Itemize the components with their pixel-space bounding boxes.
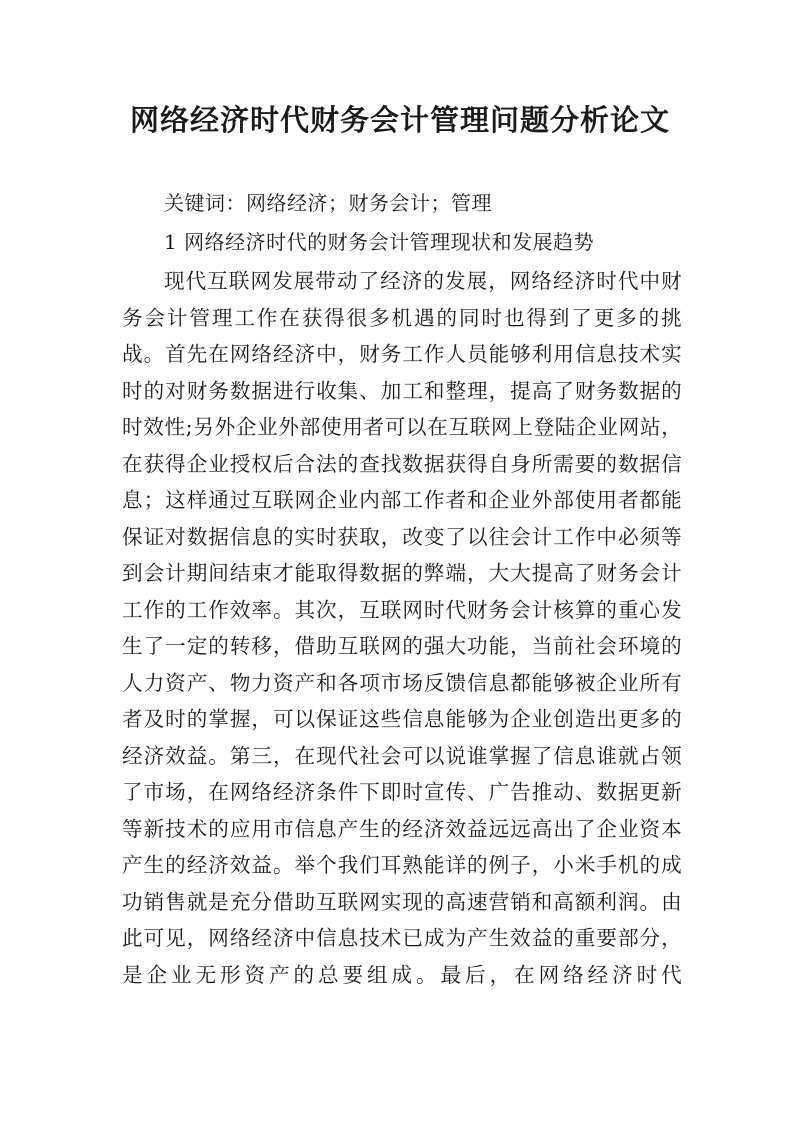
keywords-line: 关键词：网络经济；财务会计；管理 <box>164 191 492 215</box>
body-paragraph: 现代互联网发展带动了经济的发展，网络经济时代中财务会计管理工作在获得很多机遇的同时也得到了更多的挑战。首先在网络经济中，财务工作人员能够利用信息技术实时的对财务数据进行收集、加工和整理，提高了财务数据的时效性;另外企业外部使用者可以在互联网上登陆企业网站，在获得企业授权后合法的查找数据获得自身所需要的数据信息；这样通过互联网企业内部工作者和企业外部使用者都能保证对数据信息的实时获取，改变了以往会计工作中必须等到会计期间结束才能取得数据的弊端，大大提高了财务会计工作的工作效率。其次，互联网时代财务会计核算的重心发生了一定的转移，借助互联网的强大功能，当前社会环境的人力资产、物力资产和各项市场反馈信息都能够被企业所有者及时的掌握，可以保证这些信息能够为企业创造出更多的经济效益。第三，在现代社会可以说谁掌握了信息谁就占领了市场，在网络经济条件下即时宣传、广告推动、数据更新等新技术的应用市信息产生的经济效益远远高出了企业资本产生的经济效益。举个我们耳熟能详的例子，小米手机的成功销售就是充分借助互联网实现的高速营销和高额利润。由此可见，网络经济中信息技术已成为产生效益的重要部分，是企业无形资产的总要组成。最后，在网络经济时代 <box>122 269 682 987</box>
section-heading: 1 网络经济时代的财务会计管理现状和发展趋势 <box>164 230 595 254</box>
document-title: 网络经济时代财务会计管理问题分析论文 <box>129 103 670 137</box>
